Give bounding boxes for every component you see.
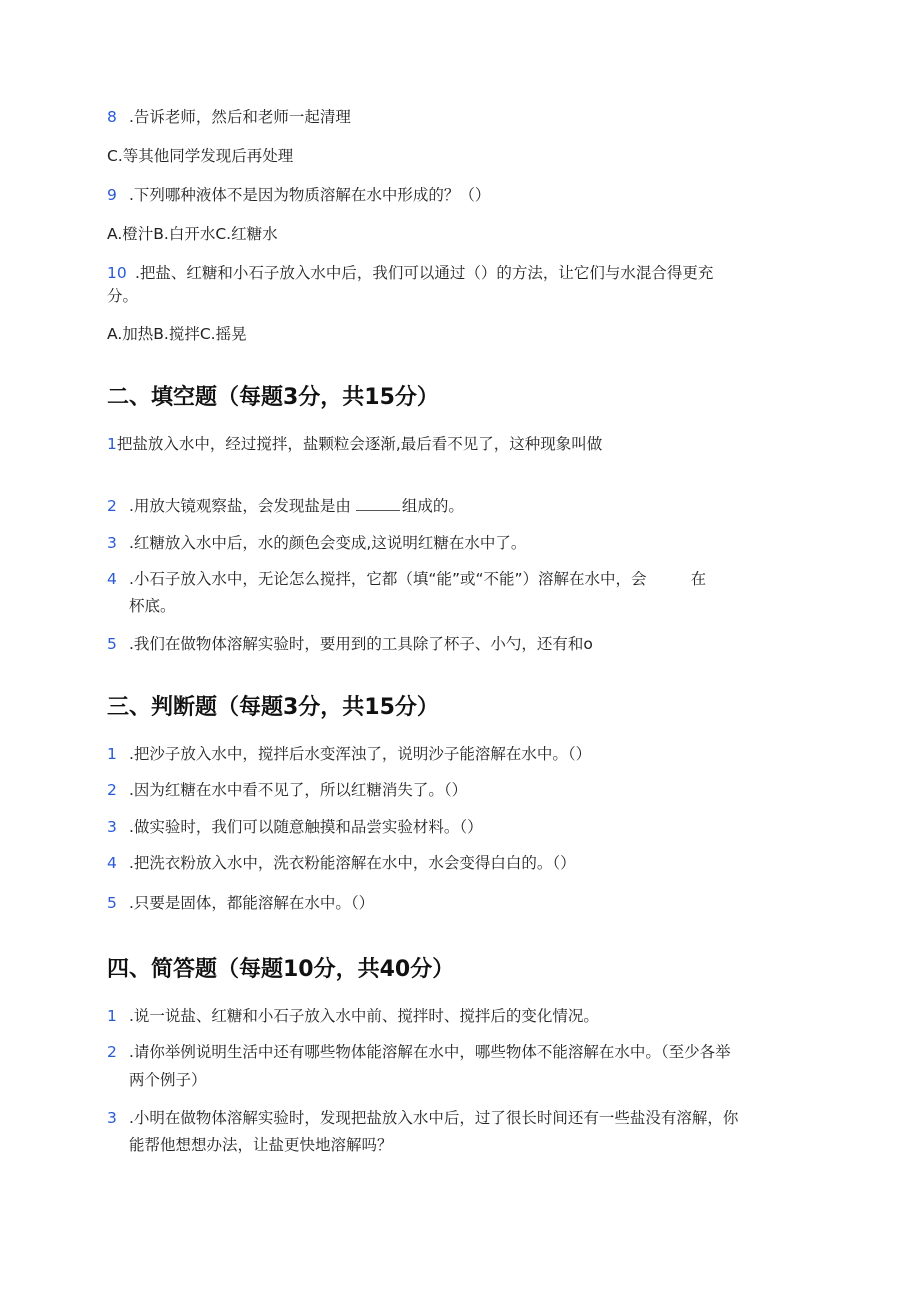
- question-text: 把盐放入水中，经过搅拌，盐颗粒会逐渐,最后看不见了，这种现象叫做: [116, 435, 603, 453]
- question-text: .把沙子放入水中，搅拌后水变浑浊了，说明沙子能溶解在水中。（）: [129, 745, 592, 763]
- fill-question-3: [107, 531, 526, 555]
- option-c: C.等其他同学发现后再处理: [107, 147, 294, 165]
- question-9-options: A.橙汁B.白开水C.红糖水: [107, 225, 278, 243]
- question-number: 2: [107, 781, 117, 799]
- question-10-continuation: 分。: [107, 287, 139, 305]
- short-question-3: [107, 1106, 738, 1130]
- question-text: .说一说盐、红糖和小石子放入水中前、搅拌时、搅拌后的变化情况。: [129, 1007, 599, 1025]
- question-text: .把盐、红糖和小石子放入水中后，我们可以通过（）的方法，让它们与水混合得更充: [135, 264, 714, 282]
- fill-question-4: [107, 567, 706, 591]
- section-heading-fill-blank: 二、填空题（每题3分，共15分）: [107, 385, 439, 410]
- fill-question-4-continuation: 杯底。: [129, 597, 176, 615]
- question-number: 9: [107, 186, 117, 204]
- question-number: 2: [107, 497, 117, 515]
- judge-question-1: [107, 742, 591, 766]
- answer-blank: [356, 496, 400, 511]
- question-9: [107, 183, 490, 207]
- question-number: 3: [107, 1109, 117, 1127]
- question-text: .做实验时，我们可以随意触摸和品尝实验材料。（）: [129, 818, 483, 836]
- question-number: 3: [107, 818, 117, 836]
- short-question-2: [107, 1040, 731, 1064]
- question-number: 1: [107, 745, 117, 763]
- question-text: .红糖放入水中后，水的颜色会变成,这说明红糖在水中了。: [129, 534, 527, 552]
- short-question-2-continuation: 两个例子）: [129, 1071, 207, 1089]
- fill-question-5: [107, 632, 593, 656]
- fill-question-2: [107, 494, 464, 518]
- judge-question-3: [107, 815, 483, 839]
- judge-question-5: [107, 891, 374, 915]
- question-10: [107, 261, 713, 285]
- question-number: 2: [107, 1043, 117, 1061]
- question-number: 1: [107, 435, 117, 453]
- question-number: 5: [107, 635, 117, 653]
- short-question-1: [107, 1004, 599, 1028]
- question-text: .把洗衣粉放入水中，洗衣粉能溶解在水中，水会变得白白的。（）: [129, 854, 576, 872]
- question-text: .请你举例说明生活中还有哪些物体能溶解在水中，哪些物体不能溶解在水中。（至少各举: [129, 1043, 731, 1061]
- question-8: [107, 105, 351, 129]
- question-number: 8: [107, 108, 117, 126]
- question-number: 1: [107, 1007, 117, 1025]
- question-text: .用放大镜观察盐，会发现盐是由: [129, 497, 351, 515]
- question-text: .小明在做物体溶解实验时，发现把盐放入水中后，过了很长时间还有一些盐没有溶解，你: [129, 1109, 739, 1127]
- question-text-end: 在: [690, 570, 707, 588]
- question-text-end: 组成的。: [401, 497, 464, 515]
- judge-question-4: [107, 851, 576, 875]
- section-heading-true-false: 三、判断题（每题3分，共15分）: [107, 695, 439, 720]
- question-number: 3: [107, 534, 117, 552]
- question-text: .下列哪种液体不是因为物质溶解在水中形成的？（）: [129, 186, 491, 204]
- section-heading-short-answer: 四、简答题（每题10分，共40分）: [107, 957, 455, 982]
- judge-question-2: [107, 778, 467, 802]
- question-number: 10: [107, 264, 127, 282]
- fill-question-1: [107, 432, 602, 456]
- question-text: .我们在做物体溶解实验时，要用到的工具除了杯子、小勺，还有和o: [129, 635, 593, 653]
- question-number: 4: [107, 570, 117, 588]
- question-text: .告诉老师，然后和老师一起清理: [129, 108, 351, 126]
- question-number: 4: [107, 854, 117, 872]
- short-question-3-continuation: 能帮他想想办法，让盐更快地溶解吗？: [129, 1136, 393, 1154]
- question-number: 5: [107, 894, 117, 912]
- question-text: .小石子放入水中，无论怎么搅拌，它都（填“能”或“不能”）溶解在水中，会: [129, 570, 647, 588]
- question-text: .只要是固体，都能溶解在水中。（）: [129, 894, 375, 912]
- question-text: .因为红糖在水中看不见了，所以红糖消失了。（）: [129, 781, 468, 799]
- question-10-options: A.加热B.搅拌C.摇晃: [107, 325, 247, 343]
